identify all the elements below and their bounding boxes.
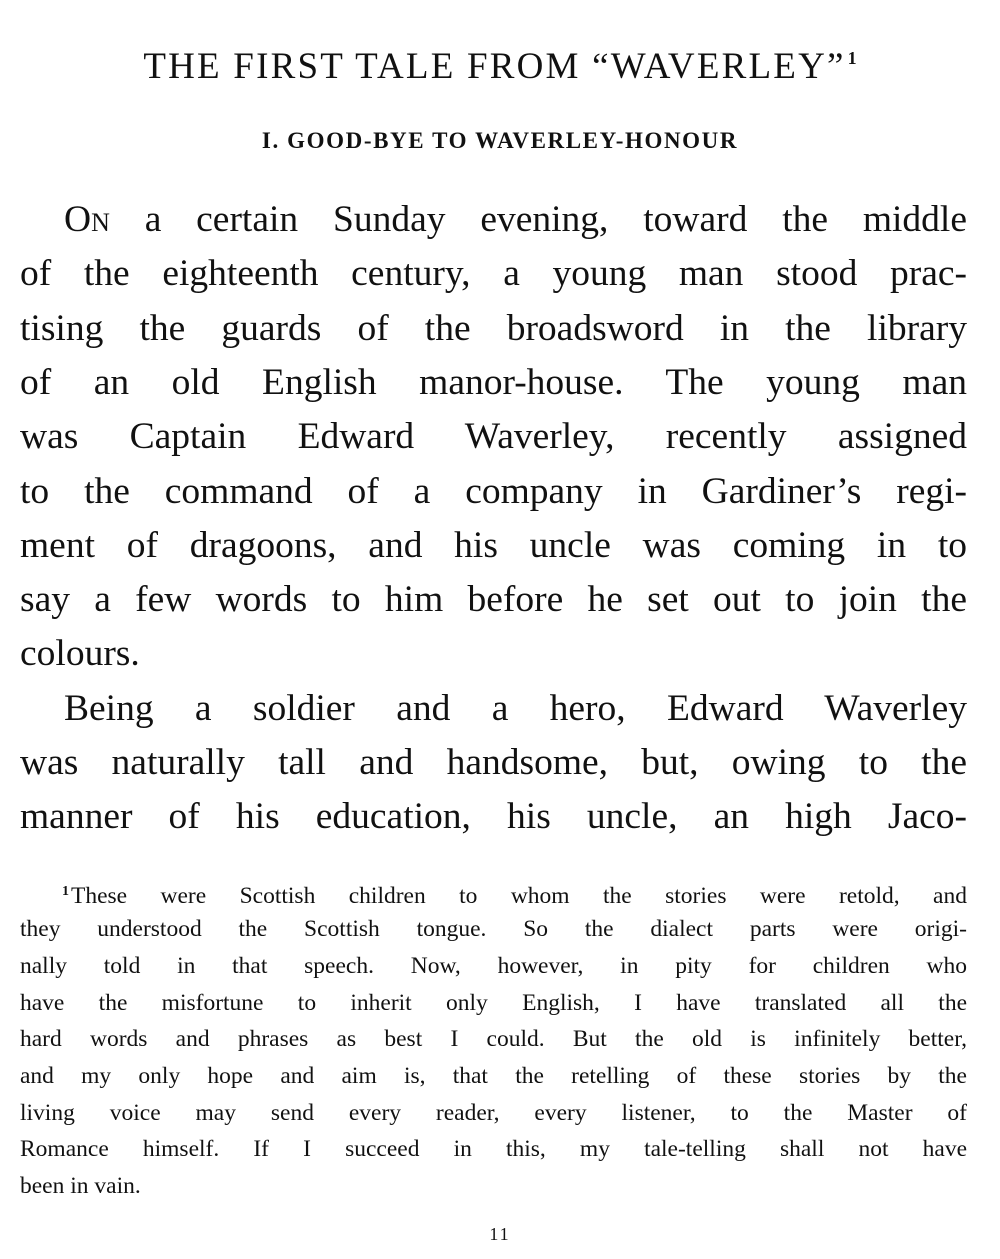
footnote-line: have the misfortune to inherit only English, I have translated all the [20,990,967,1016]
title-footnote-mark: 1 [847,48,857,68]
text-line: to the command of a company in Gardiner’s regi- [20,471,967,512]
footnote-line: hard words and phrases as best I could. But the old is infinitely better, [20,1026,967,1052]
page-title-text: THE FIRST TALE FROM “WAVERLEY” [143,46,846,87]
text-line [64,194,967,246]
text-line: manner of his education, his uncle, an high Jaco- [20,796,967,837]
footnote-line: they understood the Scottish tongue. So the dialect parts were origi- [20,916,967,942]
text-line: of the eighteenth century, a young man stood prac- [20,253,967,294]
footnote-mark: 1 [62,884,69,899]
chapter-heading: I. GOOD-BYE TO WAVERLEY-HONOUR [261,128,739,153]
text-line: Being a soldier and a hero, Edward Waverley [64,688,967,729]
footnote-line [62,874,967,910]
footnote-line: and my only hope and aim is, that the retelling of these stories by the [20,1063,967,1089]
text-line-rest: a certain Sunday evening, toward the middle [109,199,967,240]
footnote-line: living voice may send every reader, every listener, to the Master of [20,1100,967,1126]
text-line: colours. [20,633,140,674]
footnote-line-text: These were Scottish children to whom the stories were retold, and [71,883,967,909]
page-number: 11 [489,1224,511,1244]
footnote-line: Romance himself. If I succeed in this, my tale-telling shall not have [20,1136,967,1162]
page-title [20,34,980,91]
text-line: of an old English manor-house. The young man [20,362,967,403]
text-line: say a few words to him before he set out to join the [20,579,967,620]
text-line: tising the guards of the broadsword in the library [20,308,967,349]
footnote-line: nally told in that speech. Now, however, in pity for children who [20,953,967,979]
text-line: ment of dragoons, and his uncle was coming in to [20,525,967,566]
lead-cap: On [64,199,110,240]
text-line: was naturally tall and handsome, but, owing to the [20,742,967,783]
footnote-line: been in vain. [20,1173,141,1199]
text-line: was Captain Edward Waverley, recently assigned [20,416,967,457]
